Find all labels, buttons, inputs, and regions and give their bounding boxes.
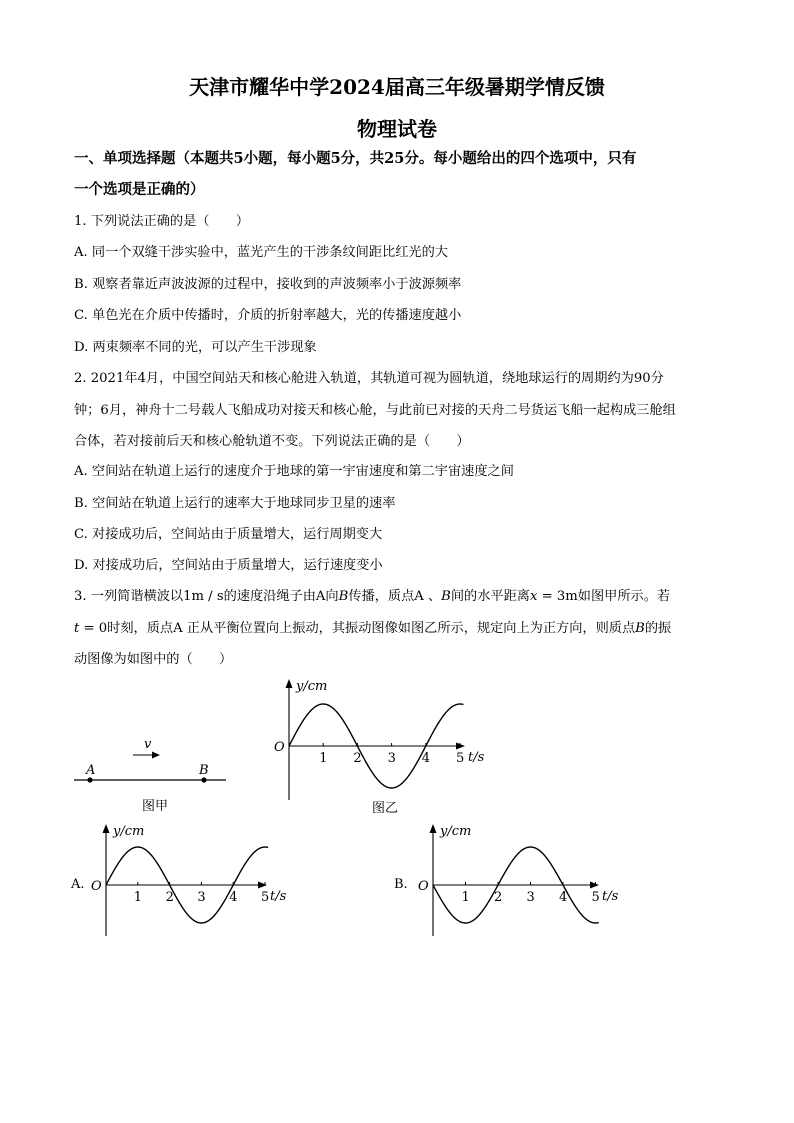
q3-distance: = 3m [537,589,578,604]
q3-text: 间的水平距离 [450,589,530,604]
x-tick-label: 3 [197,890,206,905]
point-a-label: A [86,763,96,778]
y-axis-label: y/cm [440,824,472,839]
point-b-label: B [199,763,209,778]
x-tick-label: 1 [133,890,143,905]
x-tick-label: 2 [165,890,174,905]
x-tick-label: 2 [494,890,503,905]
option-a-graph [70,822,300,942]
velocity-label: v [144,737,152,752]
section-heading-line2: 一个选项是正确的） [74,181,205,198]
q1-option-d: D. 两束频率不同的光，可以产生干涉现象 [74,340,317,355]
q3-var-t: t [74,621,80,636]
option-a-label: A. [71,877,85,892]
q3-text: 如图甲所示。若 [577,589,671,604]
q3-time: = 0 [79,621,108,636]
q3-stem-line3: 动图像为如图中的（ ） [74,652,233,667]
x-axis-label: t/s [468,750,485,765]
q3-stem-line2 [74,619,724,639]
q3-var-x: x [530,589,538,604]
x-axis-label: t/s [270,889,287,904]
q3-point-b: B [441,589,451,604]
option-b-graph [393,822,633,942]
q3-speed: 1m / s [183,589,224,604]
x-tick-label: 5 [591,890,600,905]
x-tick-label: 3 [526,890,535,905]
origin-label: O [274,740,285,755]
origin-label: O [91,879,102,894]
q1-option-a: A. 同一个双缝干涉实验中，蓝光产生的干涉条纹间距比红光的大 [74,245,448,260]
x-tick-label: 4 [559,890,568,905]
x-tick-label: 4 [421,751,431,766]
point-a [87,777,92,782]
section-heading-line1: 一、单项选择题（本题共5小题，每小题5分，共25分。每小题给出的四个选项中，只有 [74,150,637,167]
paper-title: 天津市耀华中学2024届高三年级暑期学情反馈 [189,75,605,99]
q3-point-b: B [338,589,349,604]
q2-stem-line3: 合体，若对接前后天和核心舱轨道不变。下列说法正确的是（ ） [74,434,470,449]
q2-option-d: D. 对接成功后，空间站由于质量增大，运行速度变小 [74,558,383,573]
q1-option-c: C. 单色光在介质中传播时，介质的折射率越大，光的传播速度越小 [74,308,462,323]
q3-point-b: B [635,621,645,636]
point-b [201,777,206,782]
q1-stem: 1. 下列说法正确的是（ ） [74,214,250,229]
figure-jia [70,730,235,815]
figure-jia-caption: 图甲 [142,799,169,814]
x-tick-label: 5 [456,751,465,766]
y-axis-label: y/cm [296,679,328,694]
origin-label: O [418,879,429,894]
option-b-label: B. [394,877,408,892]
x-axis-arrow [590,882,599,889]
q1-option-b: B. 观察者靠近声波波源的过程中，接收到的声波频率小于波源频率 [74,277,462,292]
y-axis-arrow [430,824,437,833]
q3-stem-line1 [74,587,724,607]
q2-stem-line2: 钟；6月，神舟十二号载人飞船成功对接天和核心舱，与此前已对接的天舟二号货运飞船一起构成三舱组 [74,403,676,418]
figure-yi-graph [268,676,498,818]
q2-option-a: A. 空间站在轨道上运行的速度介于地球的第一宇宙速度和第二宇宙速度之间 [74,464,514,479]
q2-stem-line1: 2. 2021年4月，中国空间站天和核心舱进入轨道，其轨道可视为圆轨道，绕地球运行的周期约为90分 [74,371,664,386]
velocity-arrow-head [152,752,160,759]
x-tick-label: 5 [261,890,270,905]
y-axis-arrow [286,679,293,688]
x-axis-arrow [258,882,267,889]
q3-text: 时刻，质点A 正从平衡位置向上振动，其振动图像如图乙所示，规定向上为正方向，则质点 [107,621,636,636]
x-tick-label: 2 [353,751,362,766]
q3-text: 传播，质点A 、 [348,589,442,604]
x-tick-label: 4 [229,890,238,905]
x-tick-label: 1 [461,890,470,905]
q3-text: 的速度沿绳子由A向 [223,589,339,604]
q2-option-c: C. 对接成功后，空间站由于质量增大，运行周期变大 [74,527,383,542]
y-axis-arrow [103,824,110,833]
x-tick-label: 3 [387,751,396,766]
q3-text: 的振 [644,621,672,636]
y-axis-label: y/cm [113,824,145,839]
q3-text: 3. 一列简谐横波以 [74,589,184,604]
figure-yi-caption: 图乙 [372,801,399,816]
x-tick-label: 1 [319,751,328,766]
x-axis-label: t/s [602,889,619,904]
paper-subtitle: 物理试卷 [357,117,437,141]
q2-option-b: B. 空间站在轨道上运行的速率大于地球同步卫星的速率 [74,496,396,511]
